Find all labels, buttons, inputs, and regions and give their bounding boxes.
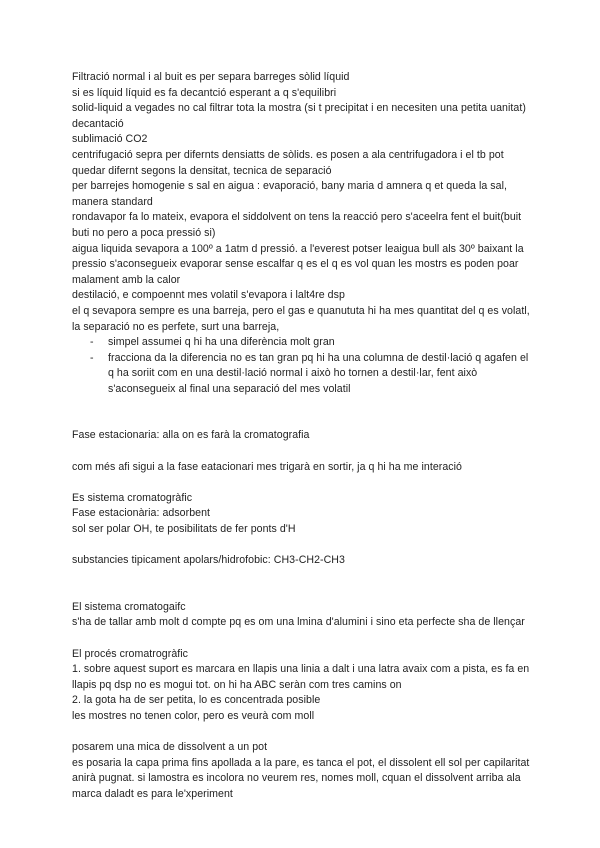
paragraph-solvent-pot: posarem una mica de dissolvent a un pot xyxy=(72,741,268,754)
heading-chromatographic-system-2: El sistema cromatogaifc xyxy=(72,600,186,613)
spacer xyxy=(72,631,534,647)
paragraph-decantation: si es líquid líquid es fa decantció esperant a q s'equilibri xyxy=(72,86,337,99)
list-item xyxy=(72,335,534,351)
separation-notes-section xyxy=(72,70,534,397)
paragraph-distillation-mixture: el q sevapora sempre es una barreja, pero el gas e quanututa hi ha mes quantitat del q es volatl, la separació no es perfete, surt una barreja, xyxy=(72,304,530,333)
dash-bullet-icon: - xyxy=(90,351,94,364)
solvent-section xyxy=(72,740,534,802)
paragraph-distillation: destilació, e compoennt mes volatil s'evapora i lalt4re dsp xyxy=(72,289,345,302)
spacer xyxy=(72,725,534,741)
paragraph-filtration: Filtració normal i al buit es per separa barreges sòlid líquid xyxy=(72,71,350,83)
list-item-text: simpel assumei q hi ha una diferència molt gran xyxy=(108,336,335,349)
spacer xyxy=(72,538,534,554)
heading-chromatographic-process: El procés cromatrogràfic xyxy=(72,647,189,660)
paragraph-aluminium-plate: s'ha de tallar amb molt d compte pq es om una lmina d'alumini i sino eta perfecte sha de llençar xyxy=(72,616,525,629)
dash-bullet-icon: - xyxy=(90,336,94,349)
paragraph-adsorbent: Fase estacionària: adsorbent xyxy=(72,507,211,520)
chromatographic-process-section xyxy=(72,647,534,725)
paragraph-affinity: com més afi sigui a la fase eatacionari mes trigarà en sortir, ja q hi ha me interació xyxy=(72,460,462,473)
paragraph-boiling-pressure: aigua liquida sevapora a 100º a 1atm d pressió. a l'everest potser leaigua bull als 30º baixant la pressio s'aconsegueix evaporar sense escalfar q es el q es vol quan les mostrs es poden poar malament amb la calor xyxy=(72,242,524,286)
paragraph-solid-liquid: solid-liquid a vegades no cal filtrar tota la mostra (si t precipitat i en necesiten una petita uanitat) decantació xyxy=(72,102,526,130)
paragraph-centrifugation: centrifugació sepra per difernts densiatts de sòlids. es posen a ala centrifugadora i el tb pot quedar difernt segons la densitat, tecnica de separació xyxy=(72,148,504,177)
spacer xyxy=(72,475,534,491)
list-item-text: fracciona da la diferencia no es tan gran pq hi ha una columna de destil·lació q agafen el q ha soriit com en una destil·lació normal i això ho tornen a destil·lar, fent això s'aconsegueix al final una separació del mes volatil xyxy=(108,351,529,395)
paragraph-capillarity: es posaria la capa prima fins apollada a la pare, es tanca el pot, el dissolent ell sol per capilaritat anirà pugnat. si lamostra es incolora no veurem res, nomes moll, cquan el dissolvent arriba ala marca daladt es para le'xperiment xyxy=(72,756,530,800)
paragraph-sublimation: sublimació CO2 xyxy=(72,133,148,146)
paragraph-stationary-phase: Fase estacionaria: alla on es farà la cromatografia xyxy=(72,429,310,442)
paragraph-samples-color: les mostres no tenen color, pero es veurà com moll xyxy=(72,709,315,722)
paragraph-step-1: 1. sobre aquest suport es marcara en llapis una linia a dalt i una latra avaix com a pista, es fa en llapis pq dsp no es mogui tot. on hi ha ABC seràn com tres camins on xyxy=(72,663,530,691)
list-item xyxy=(72,351,534,398)
distillation-types-list xyxy=(72,335,534,397)
paragraph-polar: sol ser polar OH, te posibilitats de fer ponts d'H xyxy=(72,523,296,536)
spacer xyxy=(72,397,534,428)
heading-chromatographic-system: Es sistema cromatogràfic xyxy=(72,491,193,504)
spacer xyxy=(72,569,534,600)
chromatographic-system-section xyxy=(72,491,534,538)
document-body xyxy=(72,70,534,803)
paragraph-step-2: 2. la gota ha de ser petita, lo es concentrada posible xyxy=(72,694,321,707)
spacer xyxy=(72,444,534,460)
paragraph-evaporation: per barrejes homogenie s sal en aigua : evaporació, bany maria d amnera q et queda la sal, manera standard xyxy=(72,180,507,208)
paragraph-rotavapor: rondavapor fa lo mateix, evapora el siddolvent on tens la reacció pero s'aceelra fent el buit(buit buti no pero a poca pressió si) xyxy=(72,211,522,239)
chromatographic-system-2-section xyxy=(72,600,534,631)
paragraph-apolar-substances: substancies tipicament apolars/hidrofobic: CH3-CH2-CH3 xyxy=(72,554,345,567)
